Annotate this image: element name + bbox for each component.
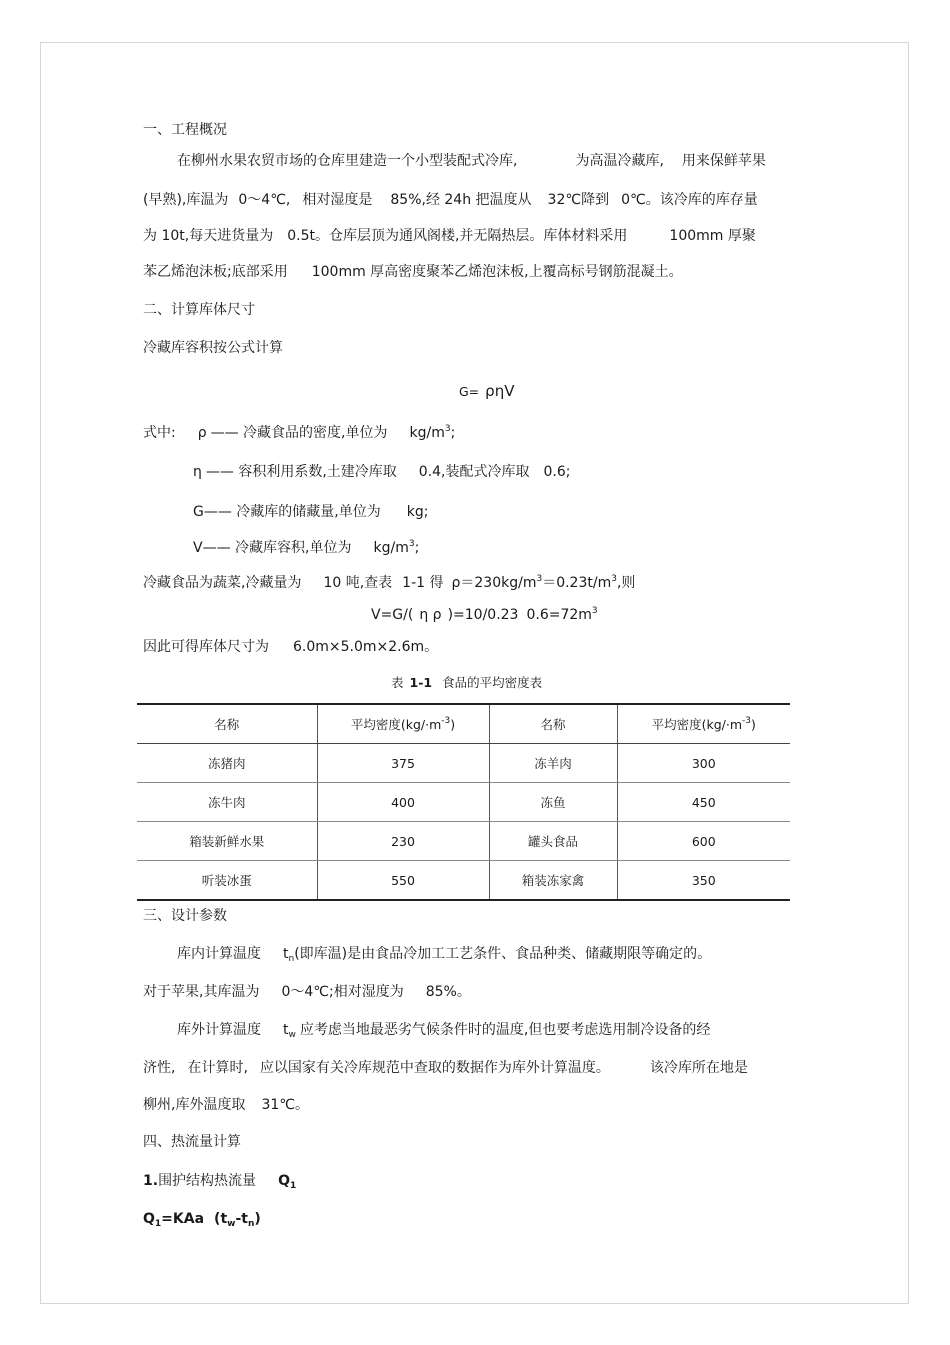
text-run: (即库温)是由食品冷加工工艺条件、食品种类、储藏期限等确定的。 [294,946,712,962]
text-run: (t [214,1211,228,1227]
table-cell: 听装冰蛋 [137,861,317,901]
table-cell: 冻牛肉 [137,783,317,822]
superscript: 3 [408,539,415,549]
text-run: 库内计算温度 [177,946,261,962]
text-run: 平均密度(kg/·m [651,717,743,732]
where-V-line [193,538,419,558]
text-run: 平均密度(kg/·m [350,717,442,732]
table-caption [391,673,542,693]
text-run: 在柳州水果农贸市场的仓库里建造一个小型装配式冷库, [177,153,518,169]
table-number: 1-1 [409,675,433,690]
text-run: 该冷库所在地是 [649,1060,748,1076]
text-run: 柳州,库外温度取 [143,1097,246,1113]
text-run: 0℃。该冷库的库存量 [621,192,758,208]
text-run: 32℃降到 [547,192,610,208]
subscript: 1 [154,1219,162,1229]
superscript: 3 [536,574,543,584]
where-rho-line [143,423,455,443]
table-cell: 冻鱼 [489,783,617,822]
header-density [617,704,790,744]
G-description: G—— 冷藏库的储藏量,单位为 [193,504,381,520]
superscript: -3 [742,716,751,726]
section-2-heading: 二、计算库体尺寸 [143,302,255,318]
text-run: 应以国家有关冷库规范中查取的数据作为库外计算温度。 [259,1060,610,1076]
text-run: ; [414,540,420,556]
section-1-heading: 一、工程概况 [143,122,227,138]
text-run: ) [254,1211,261,1227]
table-row [137,744,790,783]
text-run: 100mm 厚高密度聚苯乙烯泡沫板,上覆高标号钢筋混凝土。 [311,264,683,280]
eta-symbol: η [193,464,202,480]
rho-description: —— 冷藏食品的密度,单位为 [210,425,388,441]
text-run: 济性, [143,1060,176,1076]
text-run: 在计算时, [187,1060,248,1076]
section-1-line-2 [143,190,758,210]
V-description: V—— 冷藏库容积,单位为 [193,540,352,556]
table-cell: 冻羊肉 [489,744,617,783]
section-3-line-1 [177,944,711,964]
eta-rho-symbols: η ρ [419,607,442,623]
table-cell: 罐头食品 [489,822,617,861]
section-3-line-3 [177,1020,710,1040]
text-run: )=10/0.23 [447,607,519,623]
table-cell: 冻猪肉 [137,744,317,783]
V-unit: kg/m [373,540,409,556]
formula-lhs: G= [459,384,480,399]
text-run: -t [235,1211,248,1227]
text-run: 用来保鲜苹果 [681,153,766,169]
text-run: 100mm 厚聚 [669,228,756,244]
text-run: 0.6=72m [526,607,592,623]
text-run: 10 吨,查表 [323,575,393,591]
text-run: 因此可得库体尺寸为 [143,639,269,655]
text-run: 对于苹果,其库温为 [143,984,260,1000]
table-cell: 375 [317,744,489,783]
eta-value-2: 0.6; [543,464,571,480]
volume-formula [459,381,514,402]
density-table [137,703,790,901]
text-run: 为高温冷藏库, [575,153,664,169]
text-run: 冷藏食品为蔬菜,冷藏量为 [143,575,302,591]
text-run: 相对湿度是 [302,192,373,208]
table-cell: 550 [317,861,489,901]
section-4-item-1 [143,1171,296,1191]
text-run: =KAa [161,1211,205,1227]
section-1-line-3 [143,226,756,246]
food-density-line [143,573,635,593]
text-run: Q [143,1211,155,1227]
section-1-line-4 [143,262,683,282]
rho-symbol: ρ [451,575,461,591]
section-3-line-2 [143,982,471,1002]
section-4-heading: 四、热流量计算 [143,1134,241,1150]
formula-rhs: ρηV [485,382,515,400]
text-run: ) [450,717,456,732]
text-run: 围护结构热流量 [158,1173,257,1189]
text-run: t [283,946,289,962]
rho-symbol: ρ [197,425,207,441]
text-run: 85%。 [425,984,471,1000]
text-run: V=G/( [371,607,414,623]
text-run: 0.5t。仓库层顶为通风阁楼,并无隔热层。库体材料采用 [287,228,628,244]
section-3-line-5 [143,1095,309,1115]
eta-description: —— 容积利用系数,土建冷库取 [205,464,397,480]
superscript: 3 [444,424,451,434]
text-run: (早熟),库温为 [143,192,229,208]
table-row [137,822,790,861]
subscript: w [227,1219,236,1229]
subscript: n [247,1219,255,1229]
text-run: 31℃。 [261,1097,309,1113]
heat-flow-formula [143,1209,261,1229]
text-run: 表 [391,675,404,690]
table-row [137,783,790,822]
section-1-line-1 [177,151,766,171]
table-cell: 箱装新鲜水果 [137,822,317,861]
text-run: ＝230kg/m [460,575,537,591]
item-number: 1. [143,1173,159,1189]
text-run: t [283,1022,289,1038]
where-eta-line [193,462,570,482]
text-run: Q [278,1173,290,1189]
table-cell: 300 [617,744,790,783]
table-cell: 230 [317,822,489,861]
table-cell: 箱装冻家禽 [489,861,617,901]
header-density [317,704,489,744]
superscript: 3 [591,606,598,616]
text-run: 苯乙烯泡沫板;底部采用 [143,264,288,280]
table-cell: 400 [317,783,489,822]
eta-value-1: 0.4,装配式冷库取 [418,464,530,480]
superscript: -3 [441,716,451,726]
volume-calculation [371,605,598,625]
text-run: 6.0m×5.0m×2.6m。 [293,639,439,655]
text-run: 0～4℃, [238,192,291,208]
G-unit: kg; [406,504,429,520]
table-cell: 600 [617,822,790,861]
subscript: n [288,954,295,964]
text-run: 0～4℃;相对湿度为 [281,984,404,1000]
text-run: ; [450,425,456,441]
header-name: 名称 [489,704,617,744]
section-3-line-4 [143,1058,748,1078]
text-run: ,则 [616,575,636,591]
rho-unit: kg/m [409,425,445,441]
subscript: w [288,1030,296,1040]
table-cell: 450 [617,783,790,822]
section-3-heading: 三、设计参数 [143,908,227,924]
text-run: 应考虑当地最恶劣气候条件时的温度,但也要考虑选用制冷设备的经 [299,1022,711,1038]
subscript: 1 [289,1181,297,1191]
where-label: 式中: [143,425,176,441]
header-name: 名称 [137,704,317,744]
text-run: ) [751,717,756,732]
text-run: 食品的平均密度表 [442,675,543,690]
text-run: 库外计算温度 [177,1022,261,1038]
text-run: 1-1 得 [402,575,444,591]
dimensions-line [143,637,438,657]
table-header-row [137,704,790,744]
table-cell: 350 [617,861,790,901]
text-run: ＝0.23t/m [542,575,612,591]
section-2-intro: 冷藏库容积按公式计算 [143,340,283,356]
where-G-line [193,502,428,522]
text-run: 85%,经 24h 把温度从 [390,192,532,208]
table-row [137,861,790,901]
text-run: 为 10t,每天进货量为 [143,228,274,244]
superscript: 3 [611,574,617,584]
